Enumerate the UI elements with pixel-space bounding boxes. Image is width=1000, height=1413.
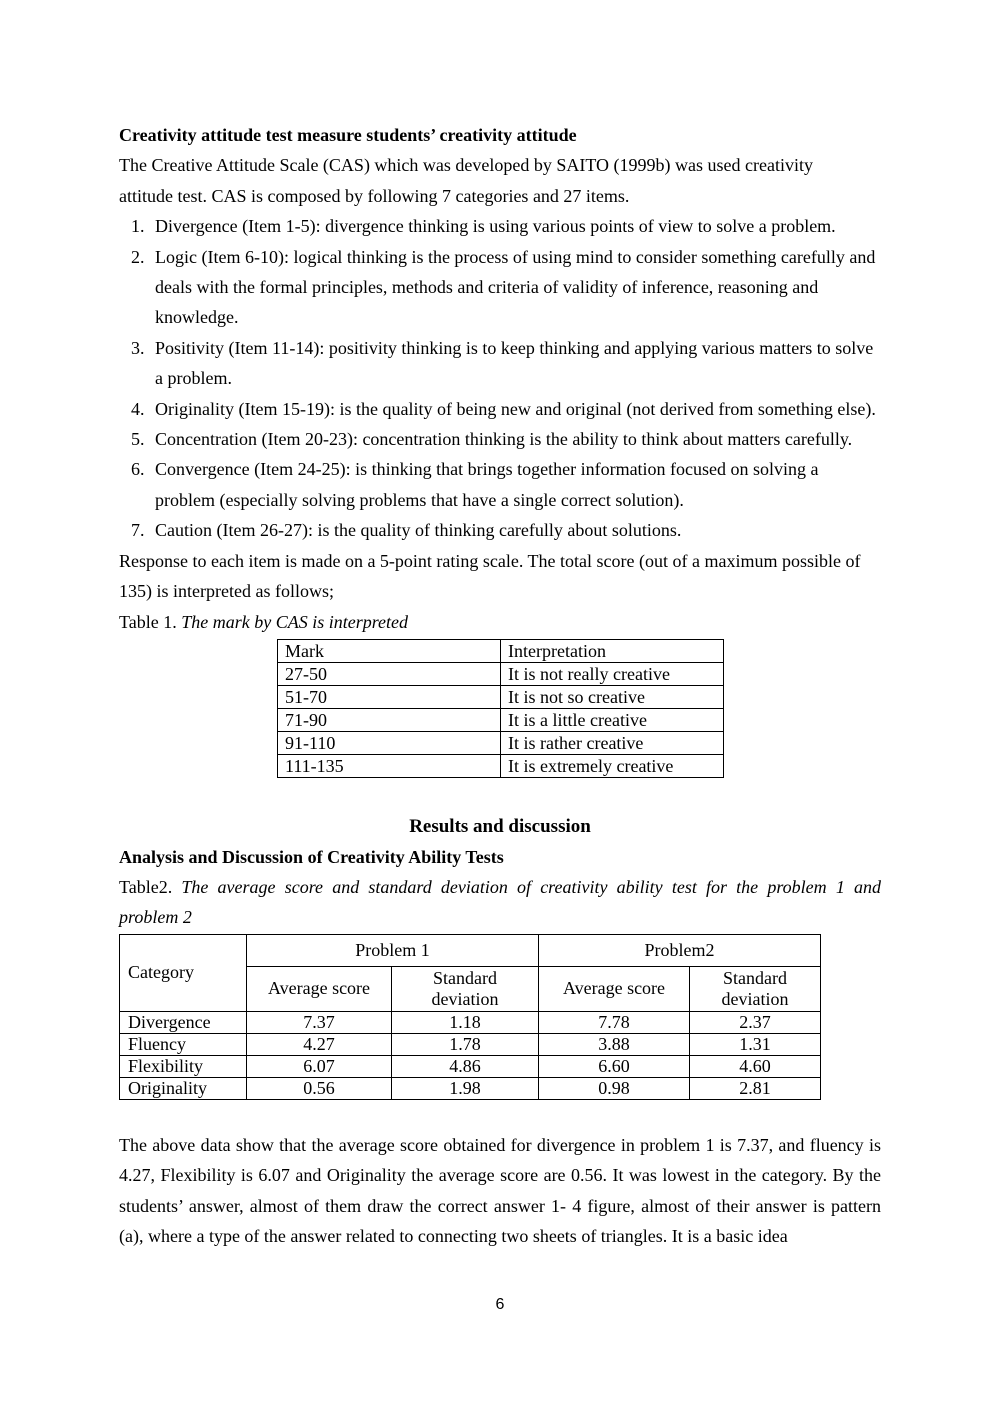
table2-title-line1: The average score and standard deviation of creativity ability test for the problem 1 and [181,876,881,897]
intro-text-line1: The Creative Attitude Scale (CAS) which was developed by SAITO (1999b) was used creativity [119,155,814,176]
table-row: 111-135 It is extremely creative [278,754,724,777]
list-item-text: Divergence (Item 1-5): divergence thinking is using various points of view to solve a problem. [155,216,836,237]
section-heading-creativity-attitude: Creativity attitude test measure students’ creativity attitude [119,125,577,145]
table2-label: Table2. [119,876,173,897]
list-item-text: Convergence (Item 24-25): is thinking that brings together information focused on solving a problem (especially solving problems that have a single correct solution). [155,459,819,510]
response-text-line1: Response to each item is made on a 5-point rating scale. The total score (out of a maximum possible of [119,550,861,571]
list-item-text: Originality (Item 15-19): is the quality of being new and original (not derived from something else). [155,398,876,419]
table-row: 51-70 It is not so creative [278,685,724,708]
table-row: 27-50 It is not really creative [278,662,724,685]
table2-caption-line2: problem 2 [119,906,192,927]
list-item: 7. Caution (Item 26-27): is the quality of thinking carefully about solutions. [131,520,682,541]
table-row: Divergence 7.37 1.18 7.78 2.37 [120,1011,821,1033]
analysis-subheading: Analysis and Discussion of Creativity Ability Tests [119,846,504,867]
table1-label: Table 1. [119,611,177,632]
header-sd-p2: Standard deviation [690,966,821,1011]
creativity-ability-table [119,934,821,1100]
table-row: 71-90 It is a little creative [278,708,724,731]
header-mark: Mark [278,639,501,662]
cas-interpretation-table [277,639,724,778]
response-text-line2: 135) is interpreted as follows; [119,581,334,602]
header-sd-p1: Standard deviation [392,966,539,1011]
table-row: Fluency 4.27 1.78 3.88 1.31 [120,1033,821,1055]
intro-text-line2: attitude test. CAS is composed by following 7 categories and 27 items. [119,185,630,206]
category-list [119,211,881,545]
list-item-text: Logic (Item 6-10): logical thinking is the process of using mind to consider something carefully and deals with the formal principles, methods and criteria of validity of inference, reasoning and knowledge. [155,246,876,328]
header-interpretation: Interpretation [501,639,724,662]
table-row: Flexibility 6.07 4.86 6.60 4.60 [120,1055,821,1077]
header-avg-p1: Average score [247,966,392,1011]
table1-caption [119,607,881,637]
list-item: 3. Positivity (Item 11-14): positivity thinking is to keep thinking and applying various matters to solve a problem. [131,337,874,389]
table2-caption [119,872,881,902]
table-row: 91-110 It is rather creative [278,731,724,754]
list-item: 6. Convergence (Item 24-25): is thinking that brings together information focused on solving a problem (especially solving problems that have a single correct solution). [131,459,819,510]
header-avg-p2: Average score [539,966,690,1011]
header-problem2: Problem2 [539,934,821,966]
table-row: Originality 0.56 1.98 0.98 2.81 [120,1077,821,1099]
header-problem1: Problem 1 [247,934,539,966]
table-header-row [278,639,724,662]
table1-title: The mark by CAS is interpreted [181,611,409,632]
list-item: 5. Concentration (Item 20-23): concentration thinking is the ability to think about matters carefully. [131,429,853,450]
results-heading: Results and discussion [409,815,591,837]
list-item: 4. Originality (Item 15-19): is the quality of being new and original (not derived from something else). [131,398,876,419]
list-item-text: Caution (Item 26-27): is the quality of thinking carefully about solutions. [155,520,682,541]
list-item-text: Concentration (Item 20-23): concentration thinking is the ability to think about matters carefully. [155,429,853,450]
discussion-paragraph: The above data show that the average score obtained for divergence in problem 1 is 7.37, and fluency is 4.27, Flexibility is 6.07 and Originality the average score are 0.56. It was lowest in the category. By the students’ answer, almost of them draw the correct answer 1- 4 figure, almost of their answer is pattern (a), where a type of the answer related to connecting two sheets of triangles. It is a basic idea [119,1134,881,1247]
list-item-text: Positivity (Item 11-14): positivity thinking is to keep thinking and applying various matters to solve a problem. [155,337,874,389]
page-content [119,120,881,1252]
list-item: 2. Logic (Item 6-10): logical thinking is the process of using mind to consider something carefully and deals with the formal principles, methods and criteria of validity of inference, reasoning and knowledge. [131,246,876,328]
page-number: 6 [495,1296,505,1313]
list-item: 1. Divergence (Item 1-5): divergence thinking is using various points of view to solve a problem. [131,216,836,237]
table-header-row [120,934,821,966]
header-category: Category [120,934,247,1011]
